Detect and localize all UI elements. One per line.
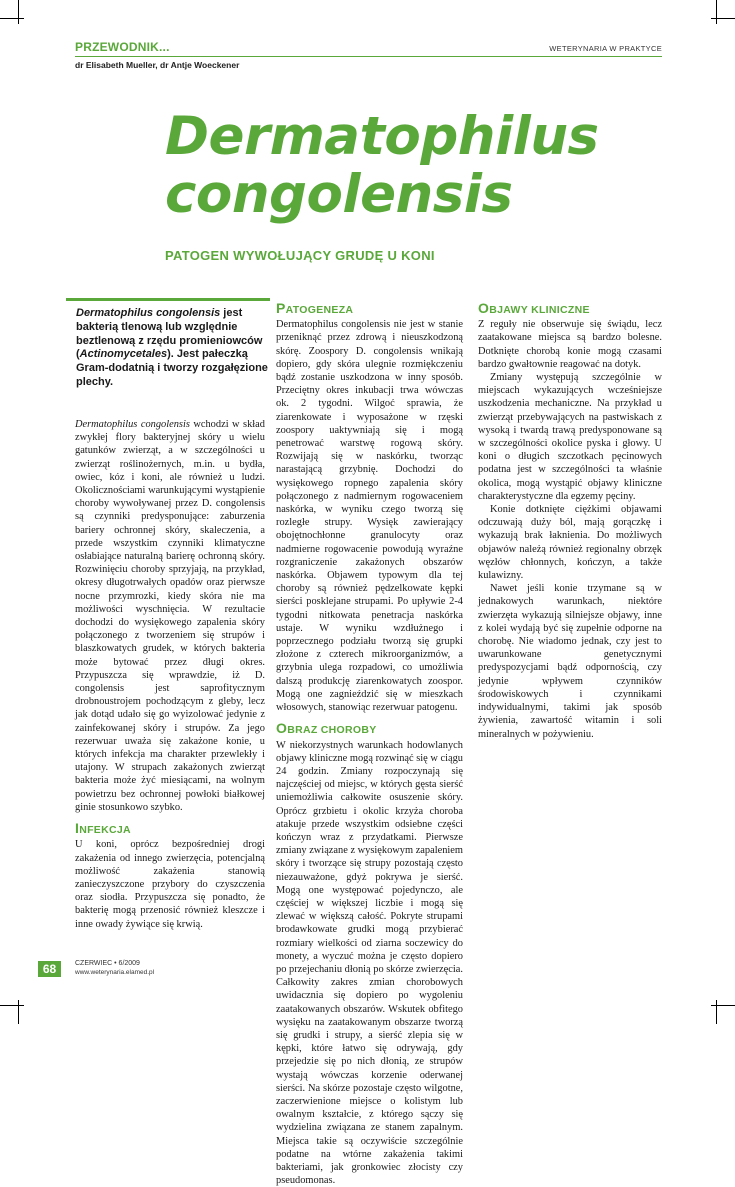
- section-heading-obraz-choroby: [276, 722, 463, 737]
- crop-mark: [716, 1000, 717, 1024]
- lead-italic-2: Actinomycetales: [79, 348, 168, 361]
- column-2: [276, 300, 463, 1187]
- lead-text: [76, 307, 270, 390]
- title-line-1: Dermatophilus: [165, 106, 599, 167]
- intro-text: wchodzi w skład zwykłej flory bakteryjnej skóry u wielu gatunków zwierząt, a w szczególności u zwierząt roślinożernych, m.in. u bydła, owiec, kóz i koni, ale również u ludzi. Okolicznościami warunkującymi wystąpienie choroby wywoływanej przez D. congolensis są czynniki predysponujące: zaburzenia bariery ochronnej skóry, skaleczenia, a przede wszystkim czynniki klimatyczne osłabiające naturalną barierę ochronną skóry. Rozwinięciu choroby sprzyjają, na przykład, okresy długotrwałych opadów oraz pierwsze nocne przymrozki, kiedy skóra nie ma możliwości wyschnięcia. W rezultacie dochodzi do wysiękowego zapalenia skóry połączonego z tworzeniem się strupów i blaszkowatych grudek, w których bakteria może bytować przez długi okres. Przypuszcza się wprawdzie, iż D. congolensis jest saprofitycznym drobnoustrojem pochodzącym z gleby, lecz jak dotąd udało się go wyizolować jedynie z zainfekowanej skóry i strupów. Za jego rezerwuar uważa się zakażone konie, u których infekcja ma charakter przewlekły i utajony. W strupach zakażonych zwierząt bakteria może żyć miesiącami, na wolnym powietrzu bez ochronnej powłoki białkowej ginie stosunkowo szybko.: [75, 419, 265, 813]
- header-rule: [75, 56, 662, 57]
- crop-mark: [0, 18, 24, 19]
- website-link[interactable]: www.weterynaria.elamed.pl: [75, 969, 155, 976]
- body-paragraph: Z reguły nie obserwuje się świądu, lecz zaatakowane miejsca są bardzo bolesne. Dotknięte chorobą konie mogą czasami bardzo gwałtownie reagować na dotyk.: [478, 319, 662, 370]
- heading-cap: O: [276, 720, 288, 737]
- magazine-section: WETERYNARIA W PRAKTYCE: [549, 44, 662, 53]
- page-number: 68: [38, 961, 61, 977]
- crop-mark: [716, 0, 717, 24]
- column-3: [478, 302, 662, 741]
- article-subtitle: PATOGEN WYWOŁUJĄCY GRUDĘ U KONI: [165, 248, 435, 263]
- heading-cap: P: [276, 300, 286, 316]
- crop-mark: [711, 1005, 735, 1006]
- authors: dr Elisabeth Mueller, dr Antje Woeckener: [75, 60, 240, 70]
- intro-italic: Dermatophilus congolensis: [75, 419, 190, 430]
- heading-cap: O: [478, 300, 490, 316]
- column-1: [75, 418, 265, 931]
- heading-cap: I: [75, 820, 80, 837]
- section-heading-infekcja: [75, 822, 265, 837]
- crop-mark: [0, 1005, 24, 1006]
- crop-mark: [18, 0, 19, 24]
- body-paragraph: U koni, oprócz bezpośredniej drogi zakażenia od innego zwierzęcia, potencjalną możliwość zakażenia stanowią zanieczyszczone przybory do czyszczenia oraz siodła. Przypuszcza się ponadto, że bakterię mogą przenosić również kleszcze i inne owady żywiące się krwią.: [75, 839, 265, 930]
- crop-mark: [711, 18, 735, 19]
- lead-text-part-2: ). Jest pałeczką Gram-dodatnią i tworzy rozgałęzione plechy.: [76, 348, 268, 388]
- body-paragraph-split: W niekorzystnych warunkach hodowlanych objawy kliniczne mogą rozwinąć się w ciągu 24 godzin. Zmiany rozpoczynają się najczęściej od miejsc, w których gęsta sierść uniemożliwia całkowite osuszenie skóry. Oprócz grzbietu i okolic krzyża choroba atakuje przede wszystkim odsiebne części kończyn wraz z przydatkami. Pierwsze zmiany związane z wysiękowym zapaleniem skóry i tworzące się strupy pozostają często niezauważone, gdyż pokrywa je sierść. Mogą one występować pojedynczo, ale częściej w większej liczbie i mogą się zlewać w większą całość. Pokryte strupami brodawkowate grudki mogą przybierać rozmiary wielkości od ziarna soczewicy do monety, a wyczuć można je często dopiero po przejechaniu dłonią po skórze zwierzęcia. Całkowity zakres zmian chorobowych uwidacznia się dopiero po wygoleniu zaatakowanych obszarów. Wskutek obfitego wysięku na zaatakowanym obszarze tworzą się grudki i strupy, a sierść zlepia się w kępki, które łatwo się odrywają, gdy przejedzie się po nich dłonią, ze strupów wystają wówczas korzenie oderwanej sierści. Na skórze pozostaje często wilgotne, zaczerwienione miejsce o kolistym lub owalnym kształcie, z którego sączy się wydzielina związana ze stanem zapalnym. Miejsca takie są oczywiście szczególnie podatne na wtórne zakażenia takimi bakteriami, jak gronkowiec złocisty czy pseudomonas.: [276, 739, 463, 1187]
- intro-paragraph: [75, 418, 265, 814]
- heading-rest: BRAZ CHOROBY: [287, 724, 377, 737]
- body-paragraph: Konie dotknięte ciężkimi objawami odczuwają duży ból, mają gorączkę i wykazują brak łaknienia. Do możliwych objawów należą również regionalny obrzęk węzłów chłonnych, kończyn, a także kulawizny.: [478, 504, 662, 582]
- heading-rest: BJAWY KLINICZNE: [489, 304, 590, 316]
- title-line-2: congolensis: [165, 164, 513, 225]
- body-paragraph: Nawet jeśli konie trzymane są w jednakowych warunkach, niektóre zwierzęta wykazują silniejsze objawy, inne z kolei wydają być się zupełnie odporne na chorobę. Nie wiadomo jednak, czy jest to uwarunkowane genetycznymi predyspozycjami bądź odpornością, czy jedynie wpływem czynników środowiskowych i czynnikami indywidualnymi, takimi jak sposób żywienia, zawartość witamin i soli mineralnych w pożywieniu.: [478, 583, 662, 740]
- heading-rest: NFEKCJA: [79, 824, 131, 837]
- issue-date: CZERWIEC • 6/2009: [75, 960, 140, 967]
- heading-rest: ATOGENEZA: [285, 304, 354, 316]
- section-label: PRZEWODNIK...: [75, 40, 170, 54]
- section-heading-objawy-kliniczne: [478, 302, 662, 317]
- lead-italic: Dermatophilus congolensis: [76, 307, 221, 319]
- lead-box: [66, 298, 270, 390]
- article-title: [165, 108, 685, 224]
- body-paragraph: Zmiany występują szczególnie w miejscach wykazujących wcześniejsze uszkodzenia mechaniczne. Na przykład u zwierząt przebywających na pastwiskach z wysoką i twardą trawą predysponowane są w szczególności okolice pyska i głowy. U koni o długich szczotkach pęcinowych podatna jest w szczególności ta właśnie okolica, mogą wystąpić objawy kliniczne charakterystyczne dla egzemy pęciny.: [478, 372, 662, 502]
- body-paragraph: Dermatophilus congolensis nie jest w stanie przeniknąć przez zdrową i nieuszkodzoną skórę. Zoospory D. congolensis wnikają dopiero, gdy skóra ulegnie rozmiękczeniu bądź zostanie uszkodzona w inny sposób. Przeciętny okres inkubacji trwa wówczas ok. 2 tygodni. Wilgoć sprawia, że ziarenkowate i wyposażone w rzęski zoospory uaktywniają się i mogą penetrować warstwę rogową skóry. Rozwijają się w naskórku, tworząc narastającą grzybnię. Dochodzi do wysiękowego ropnego zapalenia skóry połączonego z nadmiernym rogowaceniem naskórka, w wyniku czego tworzą się rozległe strupy. Wysięk zawierający obojętnochłonne granulocyty oraz nadmierne rogowacenie powodują wyraźne rozgraniczenie zakażonych obszarów naskórka. Objawem typowym dla tej choroby są również pędzelkowate kępki sierści posklejane strupami. Po upływie 2-4 tygodni nitkowata penetracja naskórka ustaje. W wyniku wzdłużnego i poprzecznego podziału tworzą się grupki złożone z czterech mikroorganizmów, a grzybnia ulega rozpadowi, co umożliwia dalszą produkcję ziarenkowatych zoospor. Mogą one zagnieździć się w mieszkach włosowych, stanowiąc rezerwuar patogenu.: [276, 319, 463, 714]
- section-heading-patogeneza: [276, 302, 463, 317]
- crop-mark: [18, 1000, 19, 1024]
- lead-text-part: jest bakterią tlenową lub względnie beztlenową z rzędu promieniowców (: [76, 307, 263, 361]
